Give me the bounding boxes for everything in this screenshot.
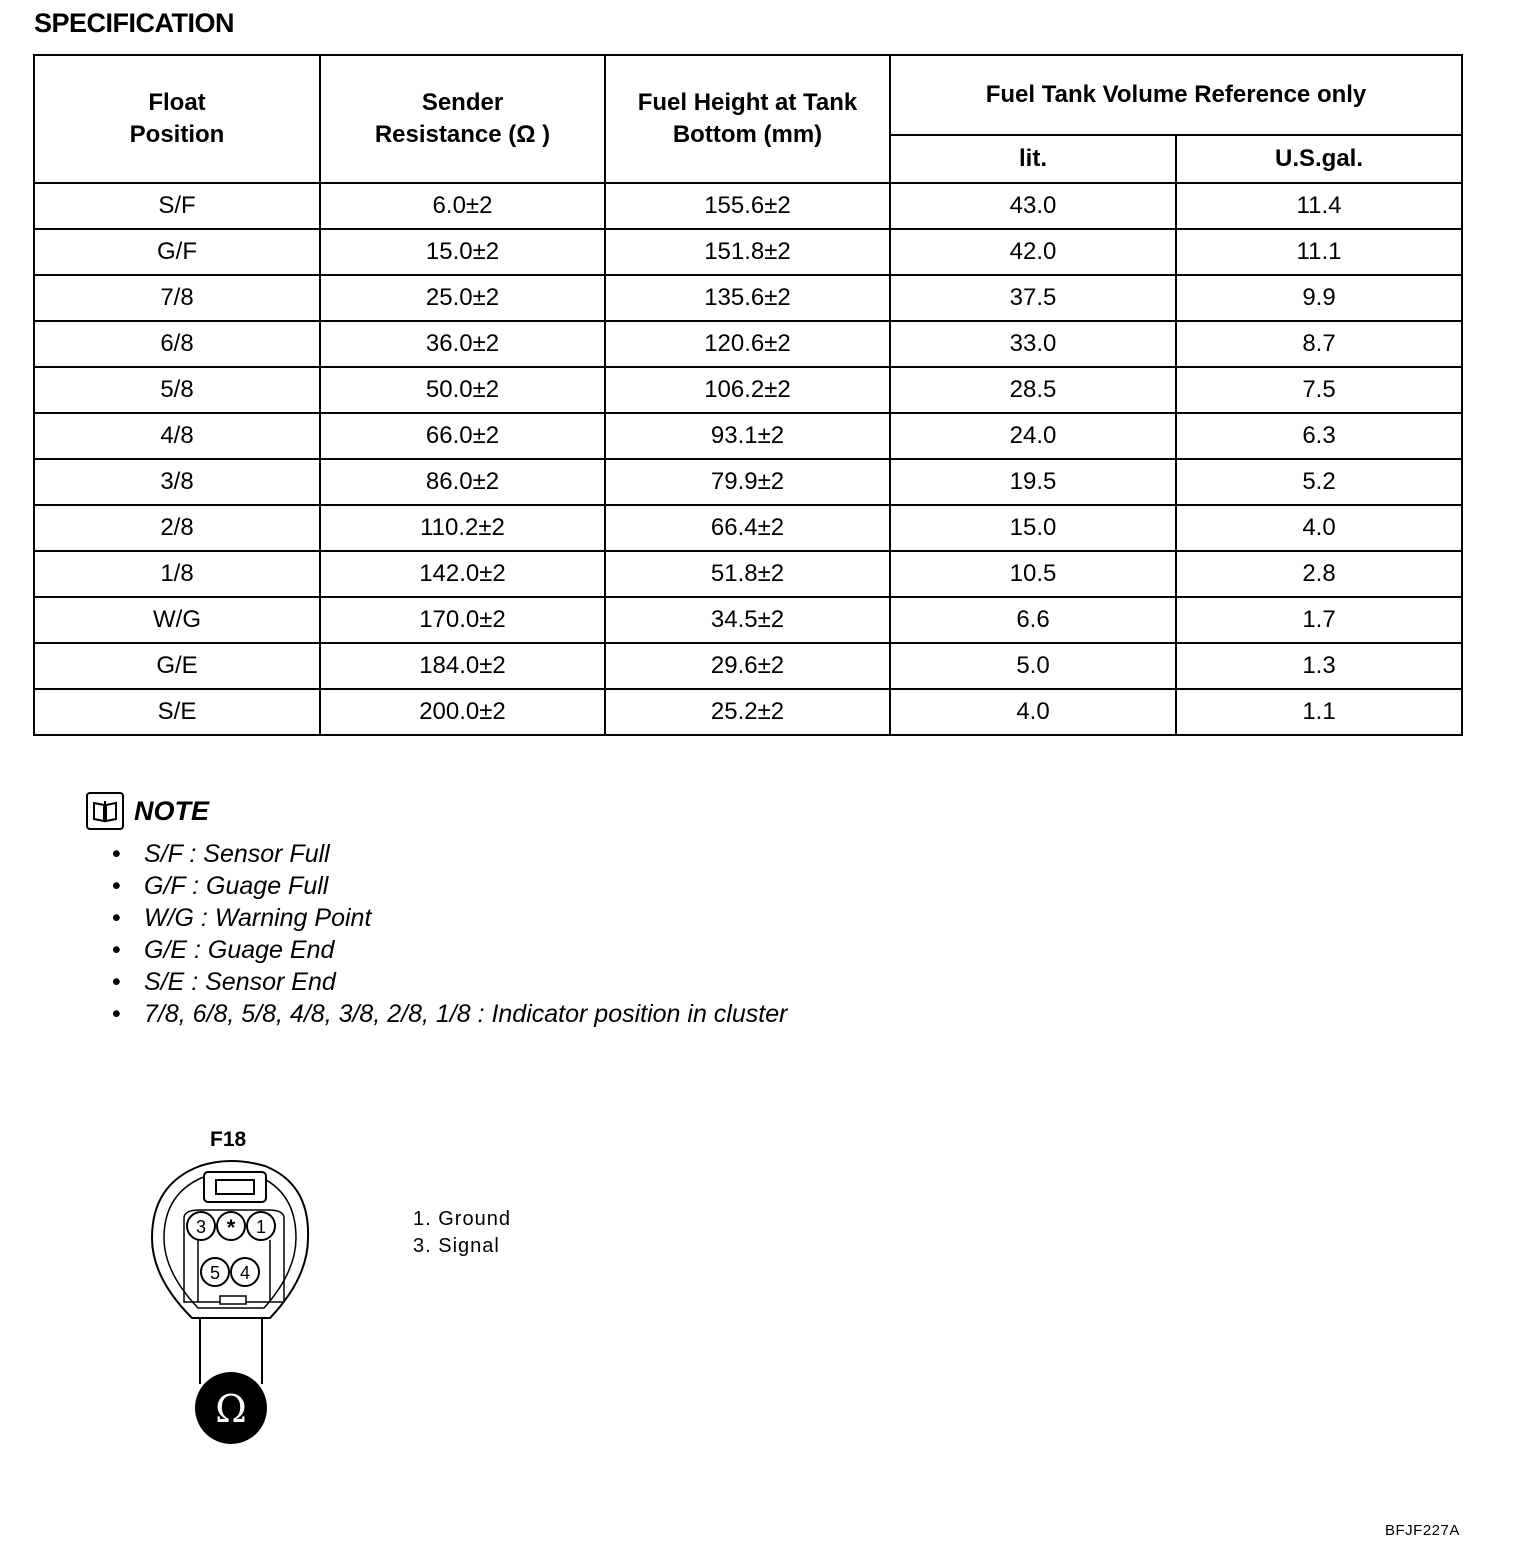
table-row: [34, 551, 1462, 597]
connector-pin-5: [201, 1258, 229, 1286]
cell-float-position: 1/8: [34, 551, 320, 597]
cell-liters: 19.5: [890, 459, 1176, 505]
header-fuel-tank-volume: Fuel Tank Volume Reference only: [890, 55, 1462, 135]
cell-float-position: W/G: [34, 597, 320, 643]
book-icon: [86, 792, 124, 830]
cell-liters: 28.5: [890, 367, 1176, 413]
svg-text:1: 1: [255, 1217, 267, 1237]
list-item: • 7/8, 6/8, 5/8, 4/8, 3/8, 2/8, 1/8 : Indicator position in cluster: [112, 998, 787, 1030]
cell-sender-resistance: 66.0±2: [320, 413, 605, 459]
cell-liters: 10.5: [890, 551, 1176, 597]
cell-sender-resistance: 86.0±2: [320, 459, 605, 505]
cell-fuel-height: 135.6±2: [605, 275, 890, 321]
cell-us-gallons: 1.3: [1176, 643, 1462, 689]
cell-fuel-height: 106.2±2: [605, 367, 890, 413]
header-us-gallons: U.S.gal.: [1176, 135, 1462, 183]
cell-us-gallons: 6.3: [1176, 413, 1462, 459]
cell-sender-resistance: 25.0±2: [320, 275, 605, 321]
table-row: [34, 643, 1462, 689]
connector-pin-blank: [217, 1212, 245, 1240]
cell-float-position: 5/8: [34, 367, 320, 413]
list-item: • G/F : Guage Full: [112, 870, 787, 902]
cell-us-gallons: 11.1: [1176, 229, 1462, 275]
table-body: [34, 183, 1462, 735]
cell-us-gallons: 1.7: [1176, 597, 1462, 643]
connector-pin-3: [187, 1212, 215, 1240]
connector-pin-1: [247, 1212, 275, 1240]
cell-us-gallons: 4.0: [1176, 505, 1462, 551]
cell-float-position: S/E: [34, 689, 320, 735]
cell-fuel-height: 34.5±2: [605, 597, 890, 643]
cell-liters: 5.0: [890, 643, 1176, 689]
note-list: [112, 838, 787, 1030]
cell-fuel-height: 151.8±2: [605, 229, 890, 275]
cell-fuel-height: 25.2±2: [605, 689, 890, 735]
cell-fuel-height: 93.1±2: [605, 413, 890, 459]
cell-us-gallons: 9.9: [1176, 275, 1462, 321]
note-label: NOTE: [134, 795, 210, 826]
cell-float-position: 4/8: [34, 413, 320, 459]
ohm-icon: Ω: [215, 1387, 247, 1431]
cell-liters: 42.0: [890, 229, 1176, 275]
table-row: [34, 689, 1462, 735]
cell-us-gallons: 11.4: [1176, 183, 1462, 229]
cell-fuel-height: 79.9±2: [605, 459, 890, 505]
svg-text:5: 5: [209, 1263, 221, 1283]
list-item: • S/E : Sensor End: [112, 966, 787, 998]
header-liters: lit.: [890, 135, 1176, 183]
list-item: • G/E : Guage End: [112, 934, 787, 966]
cell-liters: 37.5: [890, 275, 1176, 321]
page-title: SPECIFICATION: [34, 8, 235, 38]
cell-us-gallons: 2.8: [1176, 551, 1462, 597]
table-row: [34, 321, 1462, 367]
cell-sender-resistance: 36.0±2: [320, 321, 605, 367]
table-row: [34, 367, 1462, 413]
cell-float-position: 2/8: [34, 505, 320, 551]
cell-sender-resistance: 110.2±2: [320, 505, 605, 551]
pin-legend-item: 1. Ground: [413, 1208, 511, 1230]
cell-us-gallons: 1.1: [1176, 689, 1462, 735]
cell-sender-resistance: 200.0±2: [320, 689, 605, 735]
cell-liters: 33.0: [890, 321, 1176, 367]
cell-liters: 43.0: [890, 183, 1176, 229]
svg-text:4: 4: [239, 1263, 251, 1283]
table-row: [34, 597, 1462, 643]
cell-float-position: S/F: [34, 183, 320, 229]
cell-float-position: 6/8: [34, 321, 320, 367]
cell-fuel-height: 51.8±2: [605, 551, 890, 597]
cell-liters: 4.0: [890, 689, 1176, 735]
list-item: • W/G : Warning Point: [112, 902, 787, 934]
cell-sender-resistance: 184.0±2: [320, 643, 605, 689]
table-row: [34, 413, 1462, 459]
cell-float-position: 3/8: [34, 459, 320, 505]
pin-legend: [413, 1206, 511, 1260]
pin-legend-item: 3. Signal: [413, 1235, 500, 1257]
cell-sender-resistance: 142.0±2: [320, 551, 605, 597]
svg-text:3: 3: [195, 1217, 207, 1237]
header-sender-resistance: Sender Resistance (Ω ): [320, 55, 605, 183]
cell-fuel-height: 120.6±2: [605, 321, 890, 367]
cell-float-position: G/E: [34, 643, 320, 689]
figure-code: BFJF227A: [1385, 1522, 1460, 1539]
connector-diagram: [140, 1158, 330, 1458]
table-row: [34, 275, 1462, 321]
cell-fuel-height: 29.6±2: [605, 643, 890, 689]
cell-fuel-height: 155.6±2: [605, 183, 890, 229]
table-row: [34, 505, 1462, 551]
table-row: [34, 229, 1462, 275]
table-row: [34, 459, 1462, 505]
list-item: • S/F : Sensor Full: [112, 838, 787, 870]
cell-fuel-height: 66.4±2: [605, 505, 890, 551]
cell-us-gallons: 8.7: [1176, 321, 1462, 367]
connector-pin-4: [231, 1258, 259, 1286]
cell-float-position: 7/8: [34, 275, 320, 321]
cell-us-gallons: 7.5: [1176, 367, 1462, 413]
specification-table: [33, 54, 1463, 736]
table-row: [34, 183, 1462, 229]
cell-sender-resistance: 15.0±2: [320, 229, 605, 275]
cell-liters: 24.0: [890, 413, 1176, 459]
header-fuel-height: Fuel Height at Tank Bottom (mm): [605, 55, 890, 183]
cell-sender-resistance: 6.0±2: [320, 183, 605, 229]
cell-liters: 15.0: [890, 505, 1176, 551]
svg-text:*: *: [226, 1215, 236, 1240]
cell-us-gallons: 5.2: [1176, 459, 1462, 505]
cell-float-position: G/F: [34, 229, 320, 275]
cell-sender-resistance: 50.0±2: [320, 367, 605, 413]
header-float-position: Float Position: [34, 55, 320, 183]
note-heading: [86, 792, 209, 830]
cell-sender-resistance: 170.0±2: [320, 597, 605, 643]
cell-liters: 6.6: [890, 597, 1176, 643]
connector-id: F18: [210, 1128, 247, 1151]
